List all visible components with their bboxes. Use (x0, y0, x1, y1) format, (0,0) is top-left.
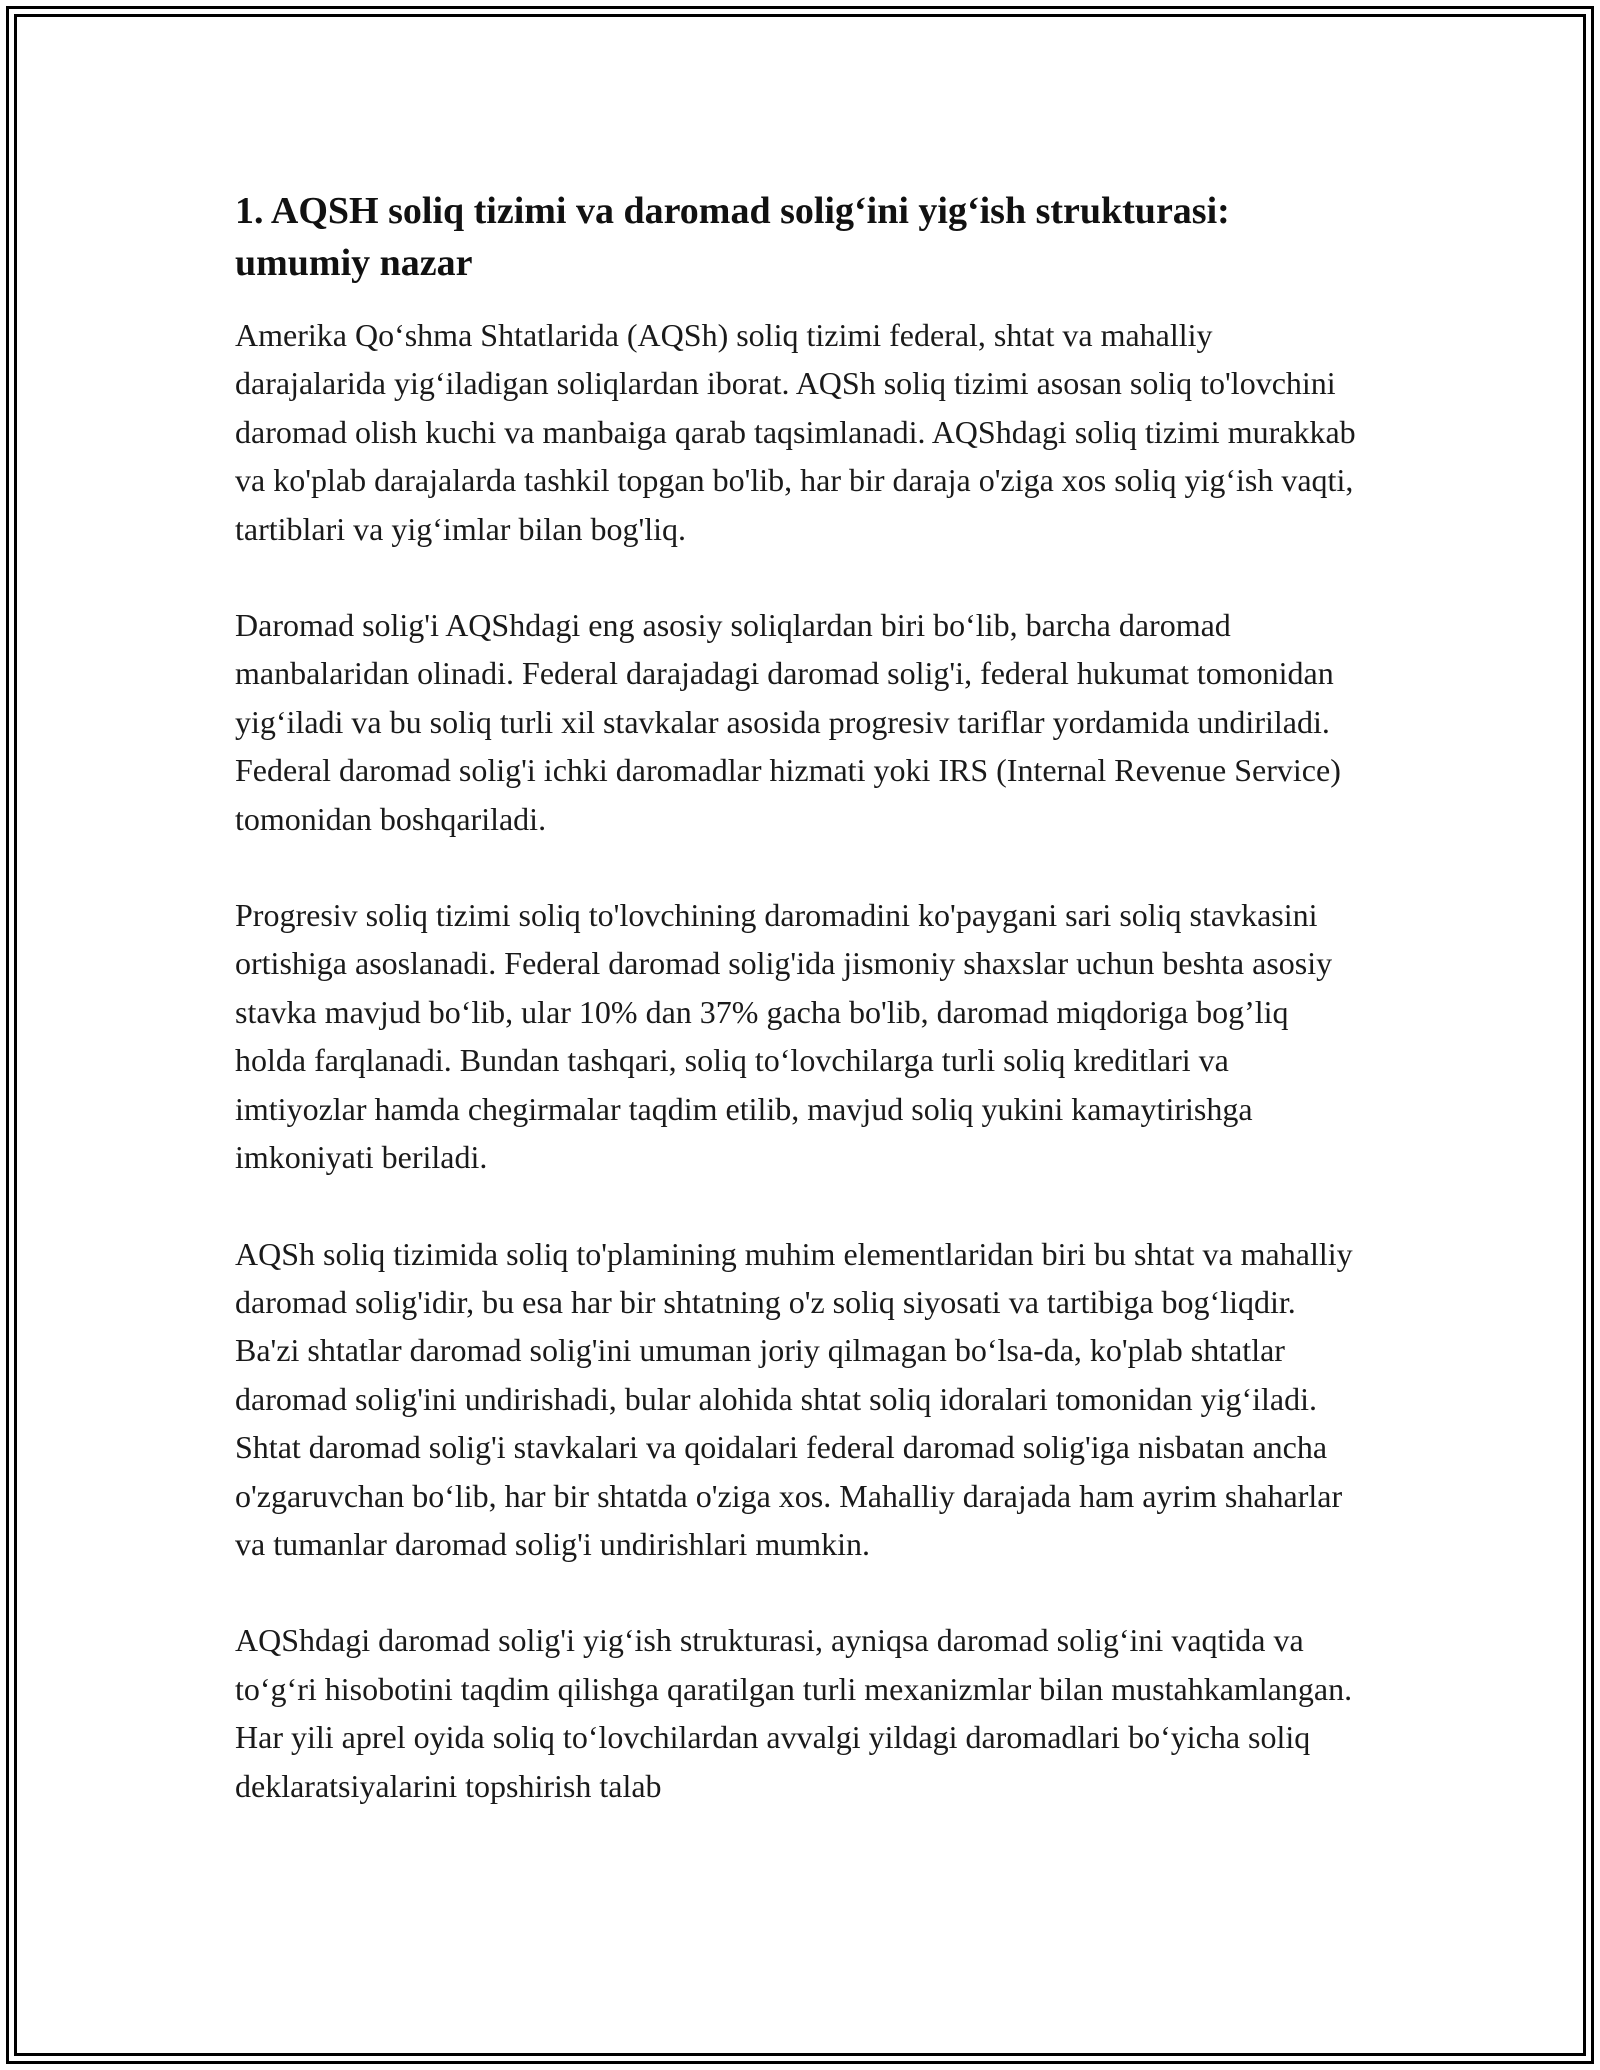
paragraph-1: Amerika Qo‘shma Shtatlarida (AQSh) soliq tizimi federal, shtat va mahalliy darajalarida yig‘iladigan soliqlardan iborat. AQSh soliq tizimi asosan soliq to'lovchini daromad olish kuchi va manbaiga qarab taqsimlanadi. AQShdagi soliq tizimi murakkab va ko'plab darajalarda tashkil topgan bo'lib, har bir daraja o'ziga xos soliq yig‘ish vaqti, tartiblari va yig‘imlar bilan bog'liq. (235, 317, 1356, 547)
paragraph-5: AQShdagi daromad solig'i yig‘ish strukturasi, ayniqsa daromad solig‘ini vaqtida va to‘g‘ri hisobotini taqdim qilishga qaratilgan turli mexanizmlar bilan mustahkamlangan. Har yili aprel oyida soliq to‘lovchilardan avvalgi yildagi daromadlari bo‘yicha soliq deklaratsiyalarini topshirish talab (235, 1622, 1353, 1804)
section-heading: 1. AQSH soliq tizimi va daromad solig‘ini yig‘ish strukturasi: umumiy nazar (235, 190, 1230, 284)
document-body (235, 185, 1365, 1858)
paragraph-3: Progresiv soliq tizimi soliq to'lovchining daromadini ko'paygani sari soliq stavkasini ortishiga asoslanadi. Federal daromad solig'ida jismoniy shaxslar uchun beshta asosiy stavka mavjud bo‘lib, ular 10% dan 37% gacha bo'lib, daromad miqdoriga bog’liq holda farqlanadi. Bundan tashqari, soliq to‘lovchilarga turli soliq kreditlari va imtiyozlar hamda chegirmalar taqdim etilib, mavjud soliq yukini kamaytirishga imkoniyati beriladi. (235, 897, 1333, 1176)
paragraph-4: AQSh soliq tizimida soliq to'plamining muhim elementlaridan biri bu shtat va mahalliy daromad solig'idir, bu esa har bir shtatning o'z soliq siyosati va tartibiga bog‘liqdir. Ba'zi shtatlar daromad solig'ini umuman joriy qilmagan bo‘lsa-da, ko'plab shtatlar daromad solig'ini undirishadi, bular alohida shtat soliq idoralari tomonidan yig‘iladi. Shtat daromad solig'i stavkalari va qoidalari federal daromad solig'iga nisbatan ancha o'zgaruvchan bo‘lib, har bir shtatda o'ziga xos. Mahalliy darajada ham ayrim shaharlar va tumanlar daromad solig'i undirishlari mumkin. (235, 1235, 1353, 1562)
paragraph-2: Daromad solig'i AQShdagi eng asosiy soliqlardan biri bo‘lib, barcha daromad manbalaridan olinadi. Federal darajadagi daromad solig'i, federal hukumat tomonidan yig‘iladi va bu soliq turli xil stavkalar asosida progresiv tariflar yordamida undiriladi. Federal daromad solig'i ichki daromadlar hizmati yoki IRS (Internal Revenue Service) tomonidan boshqariladi. (235, 607, 1341, 837)
